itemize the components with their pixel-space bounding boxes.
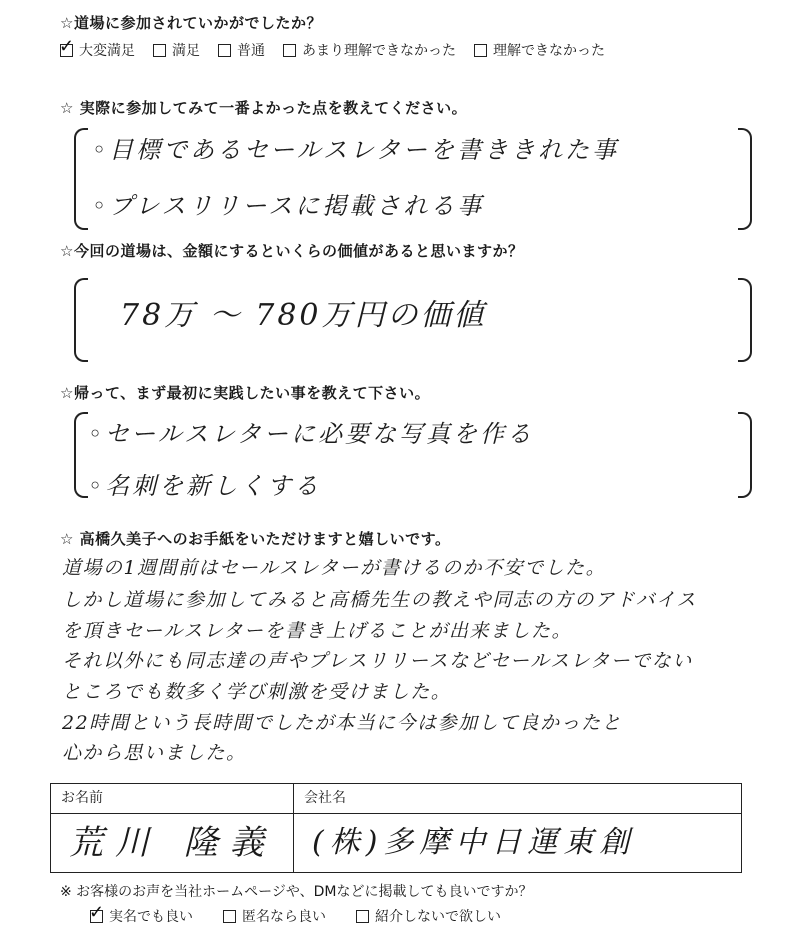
q1-options [60,40,605,60]
q4-answer-1: ◦セールスレターに必要な写真を作る [88,420,535,448]
letter-line: それ以外にも同志達の声やプレスリリースなどセールスレターでない [62,650,693,672]
bracket-right [738,278,752,362]
checkbox[interactable] [356,910,369,923]
option-label: 大変満足 [79,43,135,59]
option-label: 普通 [237,43,265,59]
q2-answer-1: ◦目標であるセールスレターを書ききれた事 [92,136,620,164]
q4-answer-2: ◦名刺を新しくする [88,472,322,500]
checkbox-checked[interactable] [90,910,103,923]
bracket-left [74,412,88,498]
option-label: 紹介しないで欲しい [375,909,501,925]
company-label: 会社名 [294,784,742,814]
q2-title: ☆ 実際に参加してみて一番よかった点を教えてください。 [60,99,468,117]
consent-option-do-not-introduce[interactable] [356,906,501,926]
letter-line: ところでも数多く学び刺激を受けました。 [62,681,452,703]
letter-line: を頂きセールスレターを書き上げることが出来ました。 [62,620,573,642]
q4-title: ☆帰って、まず最初に実践したい事を教えて下さい。 [60,384,431,402]
consent-option-anonymous[interactable] [223,906,326,926]
letter-line: 心から思いました。 [62,742,247,764]
q3-title: ☆今回の道場は、金額にするといくらの価値があると思いますか？ [60,242,524,260]
letter-line: しかし道場に参加してみると高橋先生の教えや同志の方のアドバイス [62,589,697,611]
option-label: 匿名なら良い [242,909,326,925]
consent-option-real-name[interactable] [90,906,193,926]
q1-option-not-understood[interactable] [474,40,605,60]
q1-option-satisfied[interactable] [153,40,200,60]
letter-line: 22時間という長時間でしたが本当に今は参加して良かったと [62,712,623,734]
consent-question: ※ お客様のお声を当社ホームページや、DMなどに掲載しても良いですか？ [60,884,533,900]
q1-option-very-satisfied[interactable] [60,40,135,60]
checkbox[interactable] [283,44,296,57]
bracket-right [738,412,752,498]
q1-title: ☆道場に参加されていかがでしたか？ [60,14,322,32]
name-label: お名前 [51,784,294,814]
consent-options [90,906,501,926]
q2-answer-2: ◦プレスリリースに掲載される事 [92,192,485,220]
bracket-left [74,128,88,230]
company-field[interactable]: (株)多摩中日運東創 [294,814,742,873]
bracket-left [74,278,88,362]
name-field[interactable]: 荒川 隆義 [51,814,294,873]
bracket-right [738,128,752,230]
option-label: 理解できなかった [493,43,605,59]
checkbox[interactable] [218,44,231,57]
checkbox[interactable] [153,44,166,57]
checkbox[interactable] [474,44,487,57]
checkbox[interactable] [223,910,236,923]
q1-option-normal[interactable] [218,40,265,60]
q3-answer: 78万 〜 780万円の価値 [120,298,487,333]
option-label: 実名でも良い [109,909,193,925]
letter-line: 道場の1週間前はセールスレターが書けるのか不安でした。 [62,557,607,579]
q5-title: ☆ 高橋久美子へのお手紙をいただけますと嬉しいです。 [60,530,451,548]
q1-option-not-understood-well[interactable] [283,40,456,60]
checkbox-checked[interactable] [60,44,73,57]
option-label: あまり理解できなかった [302,43,456,59]
name-company-table [50,783,742,873]
option-label: 満足 [172,43,200,59]
